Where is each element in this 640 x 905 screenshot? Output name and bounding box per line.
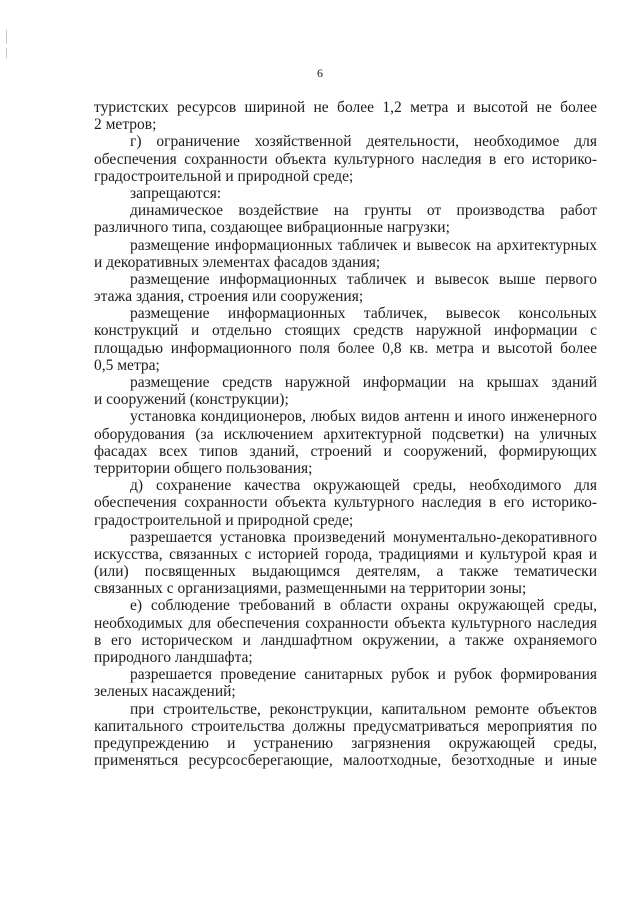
text-line: градостроительной и природной среде; bbox=[94, 167, 354, 185]
text-line: территории общего пользования; bbox=[94, 459, 313, 477]
text-line: и сооружений (конструкции); bbox=[94, 391, 289, 409]
text-line: и декоративных элементах фасадов здания; bbox=[94, 253, 381, 271]
text-line: 0,5 метра; bbox=[94, 356, 160, 374]
text-line: разрешается установка произведений монументально-декоративного bbox=[130, 528, 597, 546]
text-line: туристских ресурсов шириной не более 1,2 метра и высотой не более bbox=[94, 99, 597, 116]
text-line: размещение информационных табличек, вывесок консольных bbox=[130, 305, 597, 323]
text-line: размещение информационных табличек и вывесок на архитектурных bbox=[130, 236, 597, 254]
text-line: капитального строительства должны предусматриваться мероприятия по bbox=[94, 717, 597, 735]
text-line: 2 метров; bbox=[94, 116, 157, 134]
text-line: зеленых насаждений; bbox=[94, 683, 236, 701]
text-line: искусства, связанных с историей города, традициями и культурой края и bbox=[94, 545, 597, 563]
text-line: обеспечения сохранности объекта культурного наследия в его историко- bbox=[94, 150, 597, 168]
text-line: обеспечения сохранности объекта культурного наследия в его историко- bbox=[94, 494, 597, 512]
text-line: е) соблюдение требований в области охраны окружающей среды, bbox=[130, 597, 597, 615]
text-line: размещение информационных табличек и вывесок выше первого bbox=[130, 270, 597, 288]
text-line: предупреждению и устранению загрязнения окружающей среды, bbox=[94, 734, 597, 752]
text-line: (или) посвященных выдающимся деятелям, а также тематически bbox=[94, 563, 597, 581]
text-line: г) ограничение хозяйственной деятельности, необходимое для bbox=[130, 133, 597, 151]
text-line: этажа здания, строения или сооружения; bbox=[94, 288, 364, 306]
text-line: динамическое воздействие на грунты от производства работ bbox=[130, 202, 597, 220]
text-line: необходимых для обеспечения сохранности объекта культурного наследия bbox=[94, 614, 597, 632]
page-number: 6 bbox=[317, 66, 323, 80]
text-line: установка кондиционеров, любых видов антенн и иного инженерного bbox=[130, 408, 597, 426]
document-body-text bbox=[94, 99, 597, 769]
text-line: применяться ресурсосберегающие, малоотходные, безотходные и иные bbox=[94, 752, 597, 770]
text-line: природного ландшафта; bbox=[94, 649, 253, 666]
text-line: при строительстве, реконструкции, капитальном ремонте объектов bbox=[130, 700, 597, 718]
text-line: оборудования (за исключением архитектурной подсветки) на уличных bbox=[94, 425, 597, 443]
text-line: конструкций и отдельно стоящих средств наружной информации с bbox=[94, 322, 597, 340]
text-line: различного типа, создающее вибрационные нагрузки; bbox=[94, 219, 450, 237]
text-line: в его историческом и ландшафтном окружении, а также охраняемого bbox=[94, 631, 597, 649]
text-line: площадью информационного поля более 0,8 кв. метра и высотой более bbox=[94, 339, 597, 357]
text-line: фасадах всех типов зданий, строений и сооружений, формирующих bbox=[94, 442, 597, 460]
text-line: размещение средств наружной информации на крышах зданий bbox=[130, 374, 597, 391]
text-line: разрешается проведение санитарных рубок и рубок формирования bbox=[130, 666, 597, 684]
scan-margin-mark bbox=[6, 30, 7, 44]
scan-margin-mark bbox=[6, 48, 7, 58]
text-line: связанных с организациями, размещенными на территории зоны; bbox=[94, 580, 527, 598]
text-line: запрещаются: bbox=[130, 184, 222, 202]
text-line: градостроительной и природной среде; bbox=[94, 511, 354, 529]
text-line: д) сохранение качества окружающей среды, необходимого для bbox=[130, 477, 597, 495]
